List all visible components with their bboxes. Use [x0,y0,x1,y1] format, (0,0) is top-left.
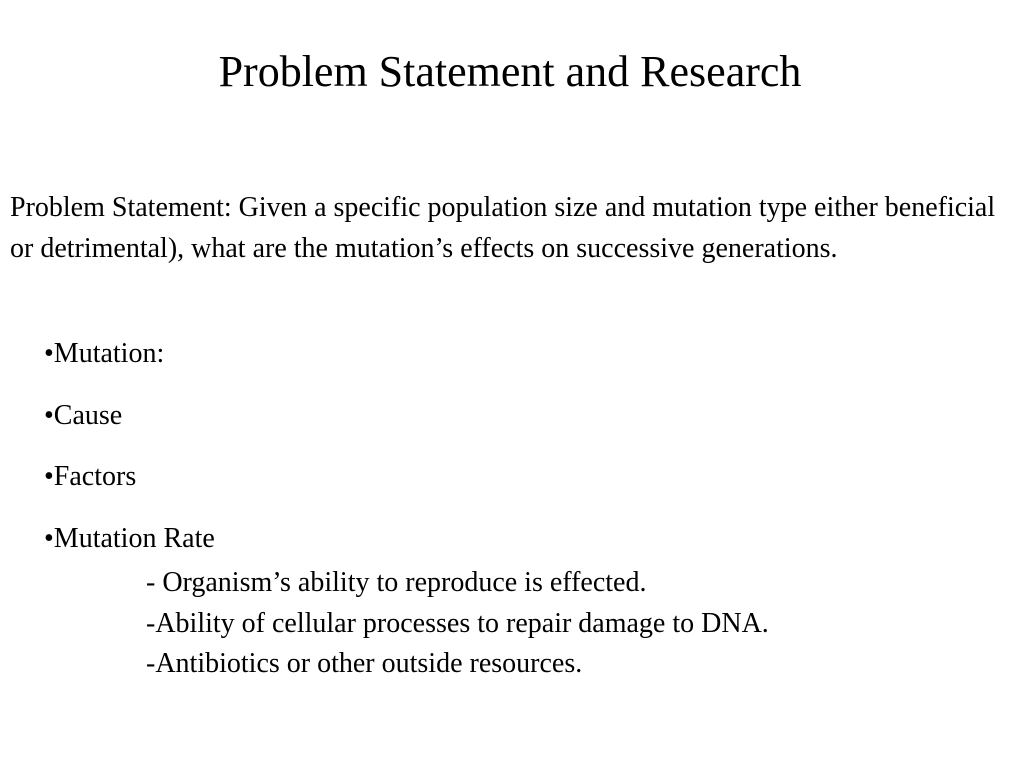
sub-item-list [146,563,769,685]
sub-item-reproduction: - Organism’s ability to reproduce is effected. [146,567,647,598]
bullet-item-factors: •Factors [44,461,137,492]
bullet-list [44,334,215,580]
bullet-item-mutation-rate: •Mutation Rate [44,522,215,554]
bullet-item-cause: •Cause [44,399,123,431]
slide-title: Problem Statement and Research [218,47,802,96]
sub-item-antibiotics: -Antibiotics or other outside resources. [146,648,583,679]
problem-statement: Problem Statement: Given a specific population size and mutation type either beneficial or detrimental), what are the mutation’s effects on successive generations. [10,192,996,264]
sub-item-dna-repair: -Ability of cellular processes to repair damage to DNA. [146,607,769,639]
bullet-item-mutation: •Mutation: [44,338,165,369]
